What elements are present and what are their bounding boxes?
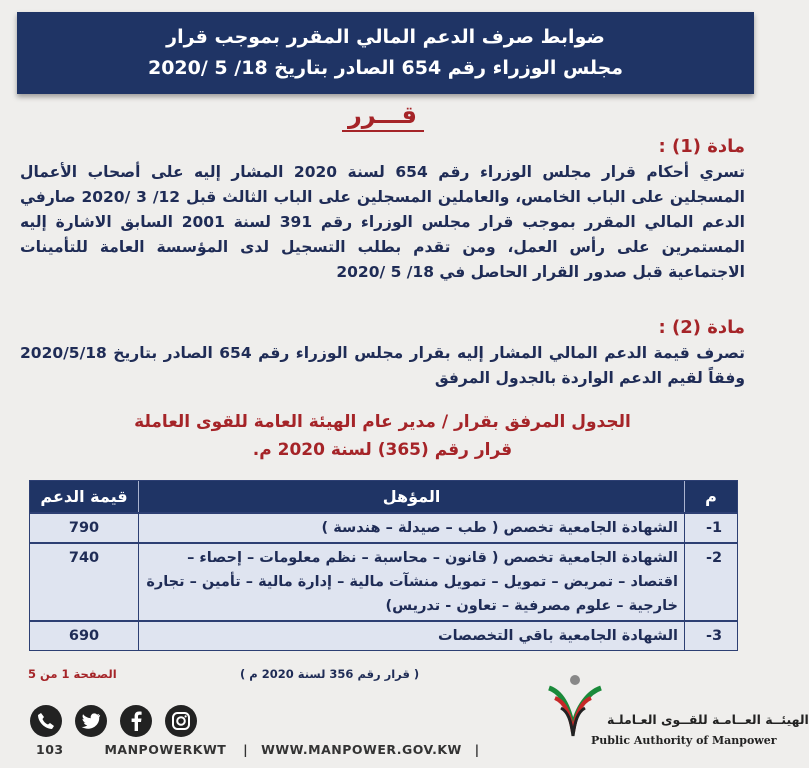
row-qualification: الشهادة الجامعية باقي التخصصات xyxy=(138,620,684,650)
decree-underline xyxy=(342,130,424,132)
article-2-title: مادة (2) : xyxy=(658,317,745,338)
page-number: الصفحة 1 من 5 xyxy=(28,667,117,681)
authority-emblem xyxy=(545,672,605,742)
decree-heading: قـــرر xyxy=(347,101,418,129)
article-2-body: تصرف قيمة الدعم المالي المشار إليه بقرار مجلس الوزراء رقم 654 الصادر بتاريخ 2020/5/18 وفقاً لقيم الدعم الواردة بالجدول المرفق xyxy=(20,344,745,387)
table-title-line-1: الجدول المرفق بقرار / مدير عام الهيئة العامة للقوى العاملة xyxy=(134,412,631,432)
article-1 xyxy=(20,136,745,285)
twitter-icon[interactable] xyxy=(75,705,107,737)
authority-name-english: Public Authority of Manpower xyxy=(591,734,777,747)
header-value: قيمة الدعم xyxy=(30,481,138,512)
article-1-body: تسري أحكام قرار مجلس الوزراء رقم 654 لسنة 2020 المشار إليه على أصحاب الأعمال المسجلين على الباب الخامس، والعاملين المسجلين على الباب الثالث قبل 12/ 3 /2020 صارفي الدعم المالي المقرر بموجب قرار مجلس الوزراء رقم 391 لسنة 2001 السابق الاشارة إليه المستمرين على رأس العمل، ومن تقدم بطلب التسجيل لدى المؤسسة العامة للتأمينات الاجتماعية قبل صدور القرار الحاصل في 18/ 5 /2020 xyxy=(20,163,745,281)
article-1-title: مادة (1) : xyxy=(658,136,745,157)
table-row xyxy=(30,542,737,620)
facebook-icon[interactable] xyxy=(120,705,152,737)
title-line-1: ضوابط صرف الدعم المالي المقرر بموجب قرار xyxy=(166,26,605,48)
row-num: 2- xyxy=(684,542,737,620)
support-table xyxy=(29,480,738,651)
phone-icon[interactable] xyxy=(30,705,62,737)
social-handle[interactable]: MANPOWERKWT xyxy=(104,742,227,757)
header-num: م xyxy=(684,481,737,512)
title-line-2: مجلس الوزراء رقم 654 الصادر بتاريخ 18/ 5 /2020 xyxy=(147,57,624,79)
table-header-row xyxy=(30,481,737,512)
social-icons xyxy=(30,705,197,737)
footer-contact-line xyxy=(36,742,480,757)
header-qualification: المؤهل xyxy=(138,481,684,512)
separator: | xyxy=(243,742,249,757)
row-value: 690 xyxy=(30,620,138,650)
article-2 xyxy=(20,317,745,391)
authority-name-arabic: الهيئــة العــامـة للقــوى العـاملـة xyxy=(607,712,809,727)
row-num: 3- xyxy=(684,620,737,650)
table-row xyxy=(30,512,737,542)
row-num: 1- xyxy=(684,512,737,542)
row-value: 790 xyxy=(30,512,138,542)
decision-reference: ( قرار رقم 356 لسنة 2020 م ) xyxy=(240,667,420,681)
title-banner xyxy=(17,12,754,94)
table-row xyxy=(30,620,737,650)
instagram-icon[interactable] xyxy=(165,705,197,737)
table-title xyxy=(0,408,765,464)
row-qualification: الشهادة الجامعية تخصص ( قانون – محاسبة – نظم معلومات – إحصاء – اقتصاد – تمريض – تمويل – تمويل منشآت مالية – إدارة مالية – تأمين – تجارة خارجية – علوم مصرفية – تعاون - تدريس) xyxy=(138,542,684,620)
table-title-line-2: قرار رقم (365) لسنة 2020 م. xyxy=(252,440,513,460)
authority-logo xyxy=(545,672,809,764)
hotline-number: 103 xyxy=(36,742,64,757)
row-value: 740 xyxy=(30,542,138,620)
row-qualification: الشهادة الجامعية تخصص ( طب – صيدلة – هندسة ) xyxy=(138,512,684,542)
separator: | xyxy=(474,742,480,757)
website-link[interactable]: WWW.MANPOWER.GOV.KW xyxy=(261,742,462,757)
